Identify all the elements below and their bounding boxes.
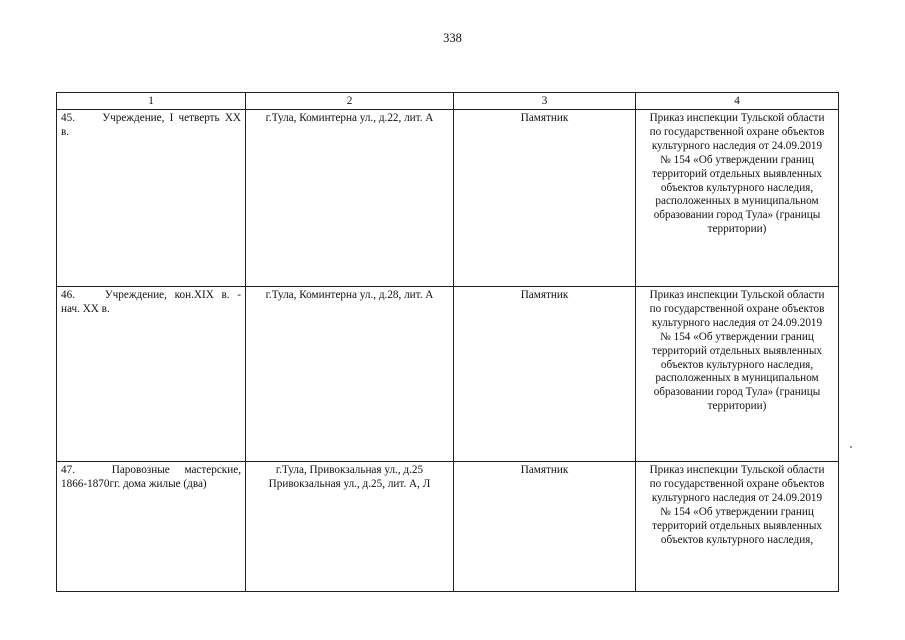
object-category: Памятник (454, 287, 636, 462)
column-header-4: 4 (636, 93, 839, 110)
column-header-2: 2 (246, 93, 454, 110)
object-address: г.Тула, Коминтерна ул., д.28, лит. А (246, 287, 454, 462)
object-name: Паровозные мастерские, 1866-1870гг. дома жилые (два) (61, 464, 241, 490)
heritage-objects-table (56, 92, 839, 592)
legal-document: Приказ инспекции Тульской области по государственной охране объектов культурного наследия от 24.09.2019 № 154 «Об утверждении границ территорий отдельных выявленных объектов культурного наследия, расположенных в муниципальном образовании город Тула» (границы территории) (636, 287, 839, 462)
row-number: 47. (61, 464, 75, 476)
object-address: г.Тула, Коминтерна ул., д.22, лит. А (246, 110, 454, 287)
table-row (57, 110, 839, 287)
legal-document: Приказ инспекции Тульской области по государственной охране объектов культурного наследия от 24.09.2019 № 154 «Об утверждении границ территорий отдельных выявленных объектов культурного наследия, (636, 462, 839, 592)
table-row (57, 462, 839, 592)
object-category: Памятник (454, 110, 636, 287)
object-name: Учреждение, I четверть XX в. (61, 112, 242, 138)
object-address: г.Тула, Привокзальная ул., д.25 Привокзальная ул., д.25, лит. А, Л (246, 462, 454, 592)
object-name-cell (57, 287, 246, 462)
column-header-1: 1 (57, 93, 246, 110)
legal-document: Приказ инспекции Тульской области по государственной охране объектов культурного наследия от 24.09.2019 № 154 «Об утверждении границ территорий отдельных выявленных объектов культурного наследия, расположенных в муниципальном образовании город Тула» (границы территории) (636, 110, 839, 287)
page-number: 338 (443, 31, 462, 45)
table-header-row (57, 93, 839, 110)
object-category: Памятник (454, 462, 636, 592)
column-header-3: 3 (454, 93, 636, 110)
scan-speck (850, 446, 852, 448)
object-name-cell (57, 110, 246, 287)
table-row (57, 287, 839, 462)
object-name: Учреждение, кон.XIX в. - нач. XX в. (61, 289, 242, 315)
object-name-cell (57, 462, 246, 592)
row-number: 46. (61, 289, 75, 301)
row-number: 45. (61, 112, 75, 124)
